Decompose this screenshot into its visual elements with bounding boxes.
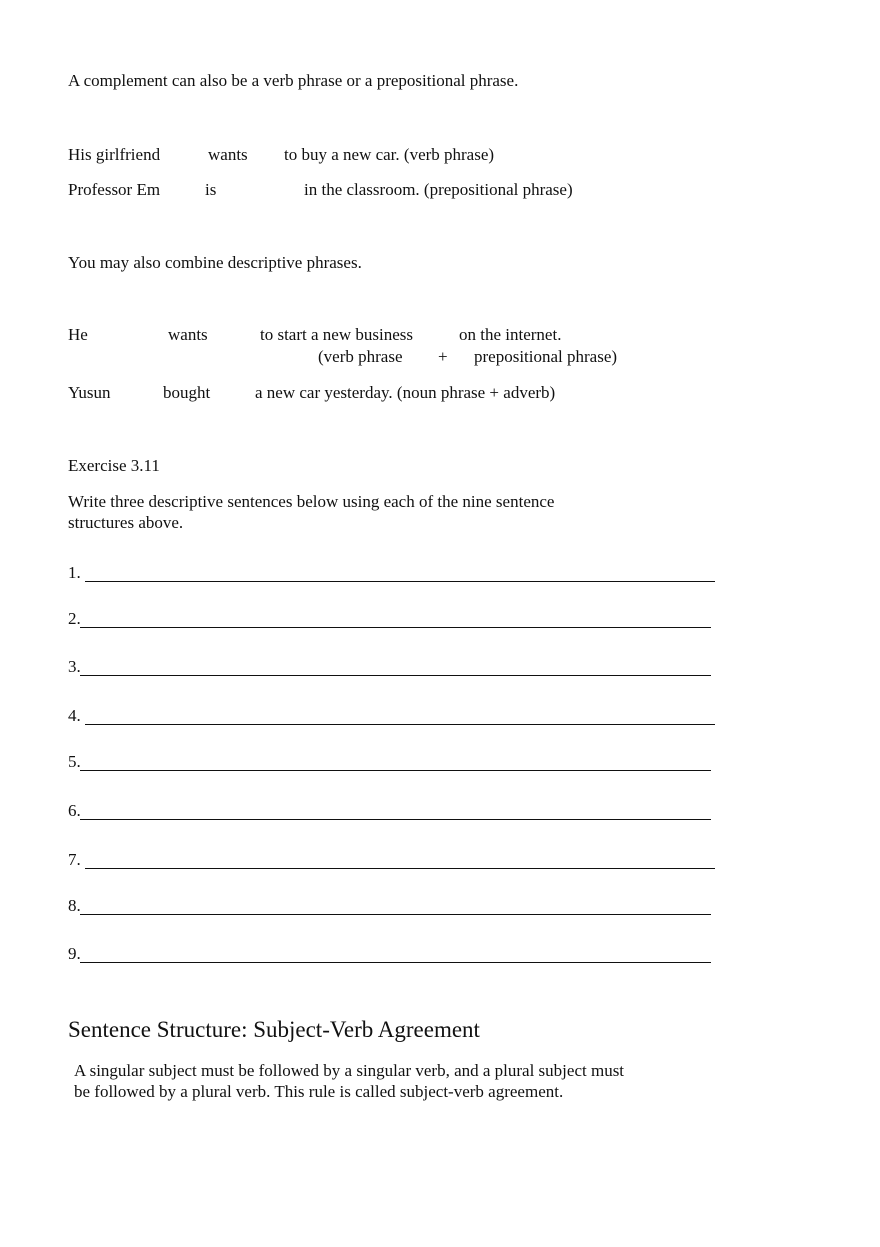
example-4-verb: bought bbox=[163, 383, 211, 402]
example-1-complement: to buy a new car. (verb phrase) bbox=[284, 145, 495, 164]
example-2-complement: in the classroom. (prepositional phrase) bbox=[304, 180, 573, 199]
answer-rule bbox=[85, 868, 715, 869]
answer-rule bbox=[80, 819, 711, 820]
example-3-verb: wants bbox=[168, 325, 208, 344]
exercise-instructions-line-1: Write three descriptive sentences below using each of the nine sentence bbox=[68, 492, 555, 511]
example-3-phrase-2: on the internet. bbox=[459, 325, 562, 344]
section-heading: Sentence Structure: Subject-Verb Agreement bbox=[68, 1017, 480, 1042]
answer-rule bbox=[80, 770, 711, 771]
answer-line-1[interactable] bbox=[68, 563, 715, 583]
answer-rule bbox=[80, 914, 711, 915]
combine-text: You may also combine descriptive phrases. bbox=[68, 253, 362, 272]
example-3-plus: + bbox=[438, 347, 448, 366]
section-body-line-2: be followed by a plural verb. This rule is called subject-verb agreement. bbox=[74, 1082, 564, 1101]
example-4-complement: a new car yesterday. (noun phrase + adverb) bbox=[255, 383, 556, 402]
answer-line-5[interactable] bbox=[68, 752, 711, 772]
answer-line-3[interactable] bbox=[68, 657, 711, 677]
answer-line-number: 3. bbox=[68, 657, 81, 676]
answer-line-number: 9. bbox=[68, 944, 81, 963]
answer-rule bbox=[85, 581, 715, 582]
exercise-instructions-line-2: structures above. bbox=[68, 513, 184, 532]
answer-rule bbox=[80, 675, 711, 676]
example-4-subject: Yusun bbox=[68, 383, 111, 402]
answer-line-8[interactable] bbox=[68, 896, 711, 916]
answer-line-number: 7. bbox=[68, 850, 81, 869]
example-3-label-1: (verb phrase bbox=[318, 347, 403, 366]
answer-line-number: 5. bbox=[68, 752, 81, 771]
answer-line-2[interactable] bbox=[68, 609, 711, 629]
answer-rule bbox=[80, 627, 711, 628]
example-1-subject: His girlfriend bbox=[68, 145, 161, 164]
answer-line-7[interactable] bbox=[68, 850, 715, 870]
answer-line-number: 8. bbox=[68, 896, 81, 915]
answer-line-6[interactable] bbox=[68, 801, 711, 821]
section-body-line-1: A singular subject must be followed by a singular verb, and a plural subject must bbox=[74, 1061, 625, 1080]
example-1-verb: wants bbox=[208, 145, 248, 164]
answer-line-9[interactable] bbox=[68, 944, 711, 964]
answer-line-4[interactable] bbox=[68, 706, 715, 726]
example-3-subject: He bbox=[68, 325, 88, 344]
example-3-phrase-1: to start a new business bbox=[260, 325, 413, 344]
answer-line-number: 6. bbox=[68, 801, 81, 820]
example-2-subject: Professor Em bbox=[68, 180, 161, 199]
answer-line-number: 2. bbox=[68, 609, 81, 628]
example-2-verb: is bbox=[205, 180, 217, 199]
answer-rule bbox=[85, 724, 715, 725]
exercise-title: Exercise 3.11 bbox=[68, 456, 160, 475]
example-3-label-2: prepositional phrase) bbox=[474, 347, 618, 366]
answer-line-number: 1. bbox=[68, 563, 81, 582]
intro-text: A complement can also be a verb phrase or a prepositional phrase. bbox=[68, 71, 519, 90]
answer-rule bbox=[80, 962, 711, 963]
answer-line-number: 4. bbox=[68, 706, 81, 725]
